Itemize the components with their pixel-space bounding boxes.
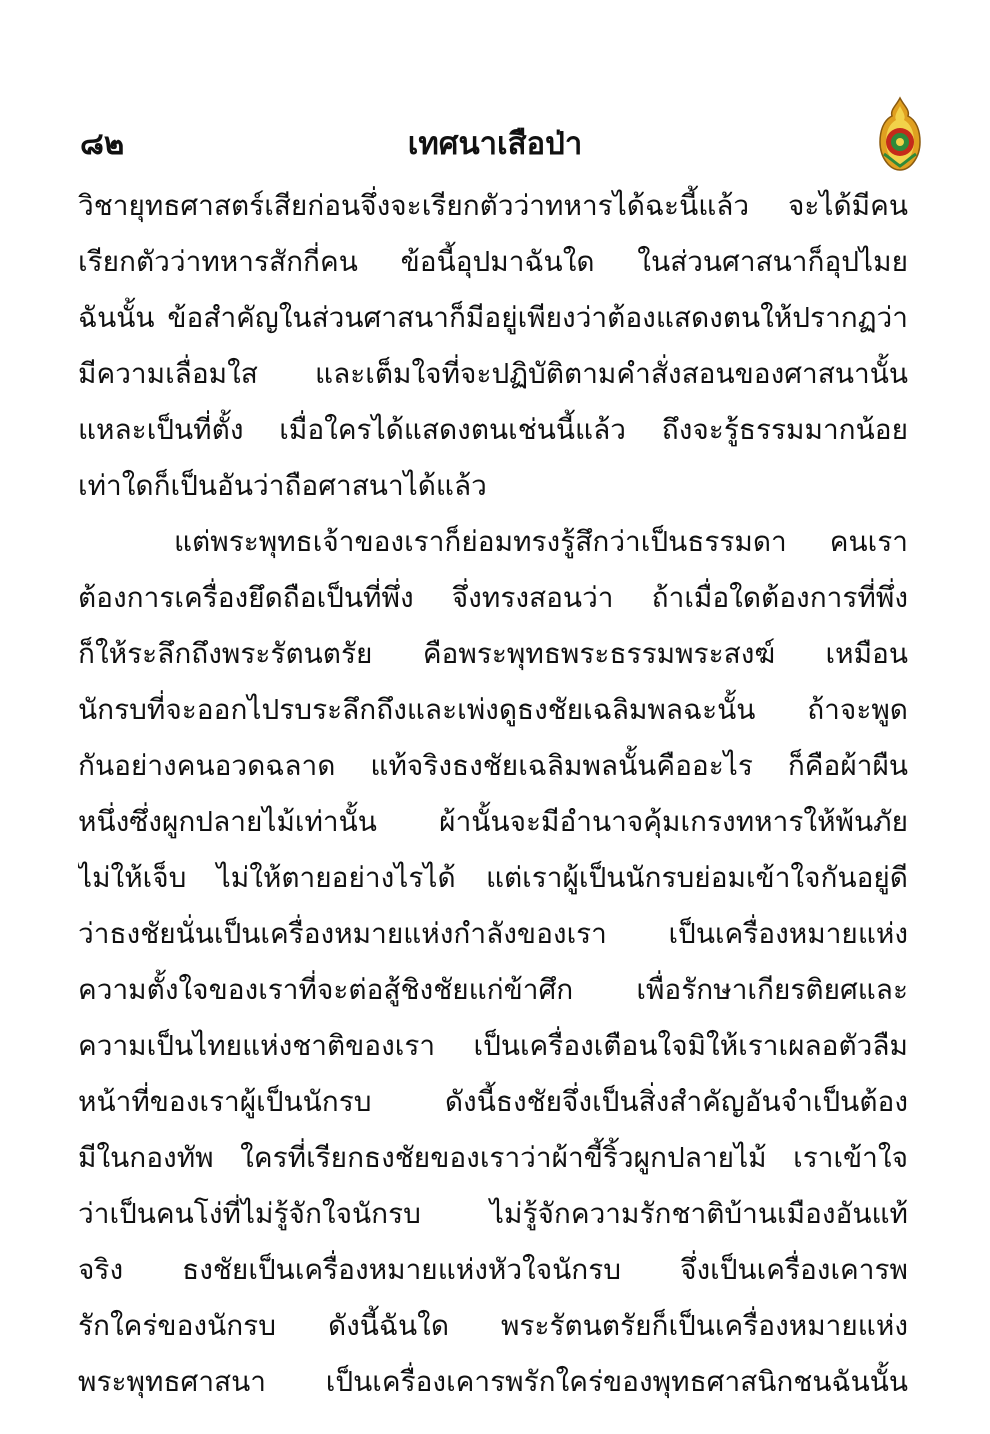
- text-line: ว่าธงชัยนั่นเป็นเครื่องหมายแห่งกำลังของเรา เป็นเครื่องหมายแห่ง: [78, 917, 908, 950]
- page-number: ๘๒: [80, 126, 125, 162]
- text-line: หนึ่งซึ่งผูกปลายไม้เท่านั้น ผ้านั้นจะมีอำนาจคุ้มเกรงทหารให้พ้นภัย: [78, 805, 908, 838]
- text-line: เท่าใดก็เป็นอันว่าถือศาสนาได้แล้ว: [78, 469, 487, 502]
- text-line: พระพุทธศาสนา เป็นเครื่องเคารพรักใคร่ของพุทธศาสนิกชนฉันนั้น: [78, 1365, 908, 1398]
- page-title: เทศนาเสือป่า: [407, 126, 583, 162]
- text-line: ก็ให้ระลึกถึงพระรัตนตรัย คือพระพุทธพระธรรมพระสงฆ์ เหมือน: [78, 637, 908, 670]
- text-line: ความเป็นไทยแห่งชาติของเรา เป็นเครื่องเตือนใจมิให้เราเผลอตัวลืม: [78, 1029, 908, 1062]
- text-line: จริง ธงชัยเป็นเครื่องหมายแห่งหัวใจนักรบ จึ่งเป็นเครื่องเคารพ: [78, 1253, 908, 1286]
- thai-ministry-crest-icon: [876, 96, 924, 172]
- text-line: หน้าที่ของเราผู้เป็นนักรบ ดังนี้ธงชัยจึ่งเป็นสิ่งสำคัญอันจำเป็นต้อง: [78, 1085, 908, 1118]
- text-line: รักใคร่ของนักรบ ดังนี้ฉันใด พระรัตนตรัยก็เป็นเครื่องหมายแห่ง: [78, 1309, 908, 1342]
- text-line: มีความเลื่อมใส และเต็มใจที่จะปฏิบัติตามคำสั่งสอนของศาสนานั้น: [78, 357, 908, 390]
- text-line: แต่พระพุทธเจ้าของเราก็ย่อมทรงรู้สึกว่าเป็นธรรมดา คนเรา: [174, 525, 908, 558]
- body-text: [78, 178, 908, 1410]
- text-line: ว่าเป็นคนโง่ที่ไม่รู้จักใจนักรบ ไม่รู้จักความรักชาติบ้านเมืองอันแท้: [78, 1197, 908, 1230]
- text-line: ความตั้งใจของเราที่จะต่อสู้ชิงชัยแก่ข้าศึก เพื่อรักษาเกียรติยศและ: [78, 973, 908, 1006]
- text-line: แหละเป็นที่ตั้ง เมื่อใครได้แสดงตนเช่นนี้แล้ว ถึงจะรู้ธรรมมากน้อย: [78, 413, 908, 446]
- paragraph: [78, 178, 908, 514]
- text-line: นักรบที่จะออกไปรบระลึกถึงและเพ่งดูธงชัยเฉลิมพลฉะนั้น ถ้าจะพูด: [78, 693, 908, 726]
- paragraph: [78, 514, 908, 1410]
- text-line: ไม่ให้เจ็บ ไม่ให้ตายอย่างไรได้ แต่เราผู้เป็นนักรบย่อมเข้าใจกันอยู่ดี: [78, 861, 908, 894]
- text-line: ฉันนั้น ข้อสำคัญในส่วนศาสนาก็มีอยู่เพียงว่าต้องแสดงตนให้ปรากฏว่า: [78, 301, 908, 334]
- text-line: ต้องการเครื่องยึดถือเป็นที่พึ่ง จึ่งทรงสอนว่า ถ้าเมื่อใดต้องการที่พึ่ง: [78, 581, 908, 614]
- crest-center: [896, 138, 904, 146]
- text-line: กันอย่างคนอวดฉลาด แท้จริงธงชัยเฉลิมพลนั้นคืออะไร ก็คือผ้าผืน: [78, 749, 908, 782]
- text-line: มีในกองทัพ ใครที่เรียกธงชัยของเราว่าผ้าขี้ริ้วผูกปลายไม้ เราเข้าใจ: [78, 1141, 908, 1174]
- text-line: วิชายุทธศาสตร์เสียก่อนจึ่งจะเรียกตัวว่าทหารได้ฉะนี้แล้ว จะได้มีคน: [78, 189, 908, 222]
- text-line: เรียกตัวว่าทหารสักกี่คน ข้อนี้อุปมาฉันใด ในส่วนศาสนาก็อุปไมย: [78, 245, 908, 278]
- page-header: [0, 118, 990, 168]
